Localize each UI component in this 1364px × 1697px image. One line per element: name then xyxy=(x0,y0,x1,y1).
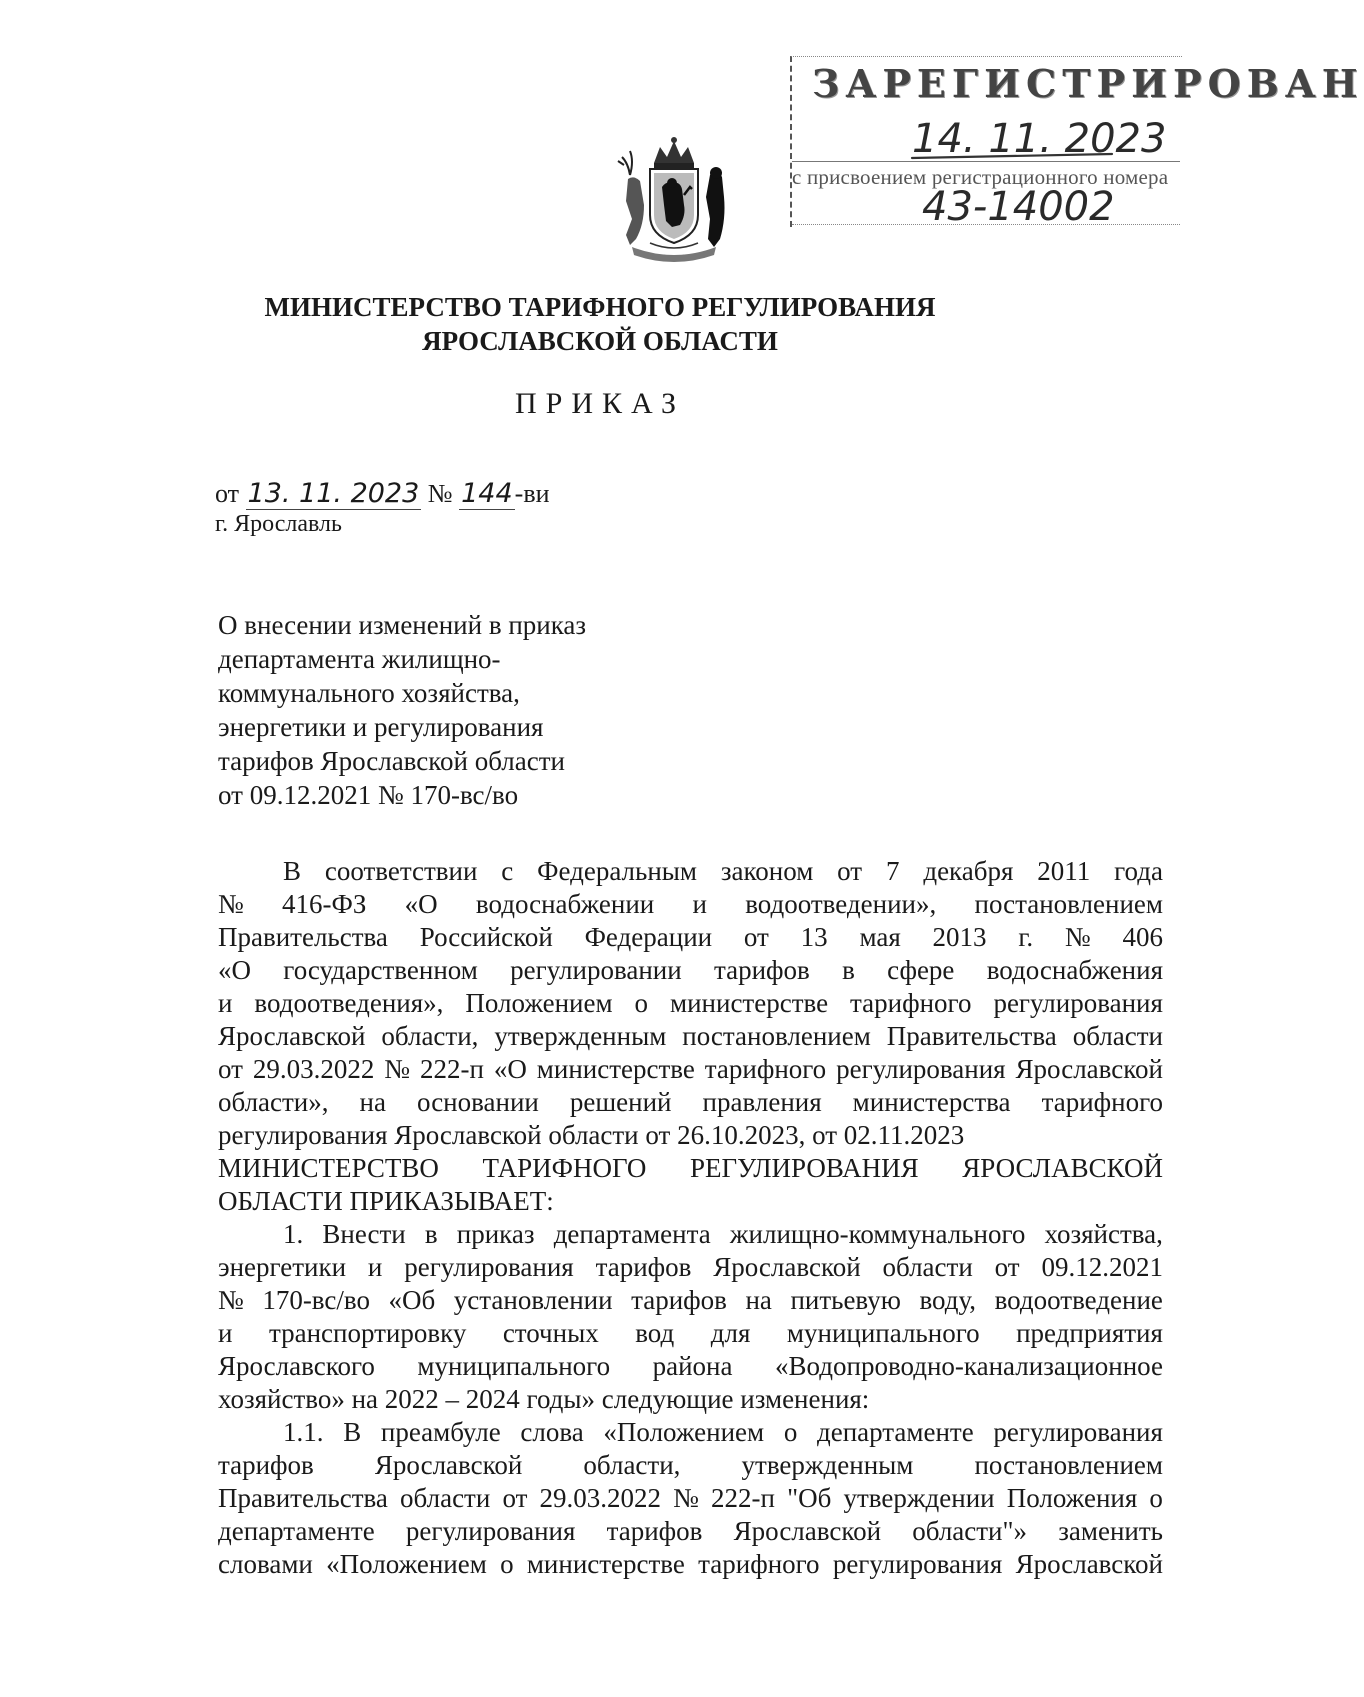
word: слова xyxy=(520,1417,584,1447)
stamp-bottom-divider xyxy=(792,224,1180,225)
word: Российской xyxy=(419,922,553,952)
word: «Положением xyxy=(603,1417,765,1447)
body-line xyxy=(218,1515,1163,1548)
word: сточных xyxy=(502,1318,599,1348)
word: департамента xyxy=(553,1219,711,1249)
word: в xyxy=(842,955,855,985)
word: преамбуле xyxy=(380,1417,501,1447)
word: декабря xyxy=(923,856,1014,886)
word: регулирования xyxy=(993,1417,1163,1447)
word: от xyxy=(218,1054,243,1084)
word: от xyxy=(743,922,769,952)
order-city: г. Ярославль xyxy=(215,511,342,537)
word: «О xyxy=(218,955,251,985)
word: в xyxy=(424,1219,438,1249)
word: и xyxy=(218,1318,233,1348)
word: тарифного xyxy=(704,1054,827,1084)
body-line xyxy=(218,1152,1163,1185)
word: Ярославского xyxy=(218,1351,375,1381)
coat-of-arms-icon xyxy=(610,135,738,265)
word: воду, xyxy=(919,1285,977,1315)
subject-line: департамента жилищно- xyxy=(218,644,501,674)
stamp-registered-label: ЗАРЕГИСТРИРОВАН xyxy=(812,61,1364,106)
word: 29.03.2022 xyxy=(252,1054,375,1084)
word: постановлением xyxy=(974,1450,1163,1480)
word: В xyxy=(283,856,302,886)
word: от xyxy=(994,1252,1020,1282)
word: области, xyxy=(381,1021,479,1051)
word: водоотведении», xyxy=(745,889,937,919)
word: водоснабжении xyxy=(475,889,655,919)
word: Правительства xyxy=(218,922,388,952)
word: Федерации xyxy=(584,922,713,952)
word: постановлением xyxy=(682,1021,871,1051)
word: года xyxy=(1114,856,1163,886)
word: «Об xyxy=(388,1285,436,1315)
word: «Водопроводно-канализационное xyxy=(775,1351,1163,1381)
word: «О xyxy=(493,1054,527,1084)
word: муниципального xyxy=(417,1351,611,1381)
word: ЯРОСЛАВСКОЙ xyxy=(962,1153,1163,1183)
word: утверждении xyxy=(843,1483,995,1513)
subject-line: О внесении изменений в приказ xyxy=(218,610,587,640)
word: 416-ФЗ xyxy=(282,889,367,919)
word: «Положением xyxy=(326,1549,487,1579)
word: приказ xyxy=(456,1219,535,1249)
word: «О xyxy=(404,889,438,919)
word: регулирования xyxy=(836,1054,1006,1084)
word: Ярославской xyxy=(218,1021,366,1051)
subject-line: энергетики и регулирования xyxy=(218,712,544,742)
word: 29.03.2022 xyxy=(539,1483,662,1513)
word: 1. xyxy=(283,1219,304,1249)
word: 406 xyxy=(1122,922,1163,952)
word: Правительства xyxy=(218,1483,388,1513)
body-line xyxy=(218,888,1163,921)
order-date-prefix: от xyxy=(215,479,240,508)
word: Федеральным xyxy=(537,856,698,886)
word: ТАРИФНОГО xyxy=(482,1153,647,1183)
word: 2011 xyxy=(1037,856,1091,886)
word: тарифов xyxy=(606,1516,703,1546)
word: области, xyxy=(583,1450,681,1480)
body-line: ОБЛАСТИ ПРИКАЗЫВАЕТ: xyxy=(218,1186,554,1216)
word: регулировании xyxy=(510,955,682,985)
word: министерства xyxy=(852,1087,1011,1117)
word: департаменте xyxy=(817,1417,974,1447)
word: 1.1. xyxy=(283,1417,324,1447)
word: № xyxy=(218,1285,244,1315)
word: министерстве xyxy=(536,1054,695,1084)
body-line xyxy=(218,1449,1163,1482)
word: предприятия xyxy=(1016,1318,1163,1348)
word: департаменте xyxy=(218,1516,375,1546)
word: тарифов xyxy=(218,1450,314,1480)
subject-line: тарифов Ярославской области xyxy=(218,746,565,776)
word: регулирования xyxy=(404,1252,574,1282)
word: на xyxy=(359,1087,386,1117)
word: водоотведения», xyxy=(254,988,444,1018)
body-line xyxy=(218,855,1163,888)
word: о xyxy=(634,988,649,1018)
word: постановлением xyxy=(974,889,1163,919)
word: установлении xyxy=(453,1285,613,1315)
document-type: ПРИКАЗ xyxy=(515,387,685,420)
word: № xyxy=(1064,922,1091,952)
word: правления xyxy=(702,1087,822,1117)
word: словами xyxy=(218,1549,313,1579)
word: основании xyxy=(417,1087,539,1117)
word: тарифного xyxy=(850,988,972,1018)
word: водоснабжения xyxy=(986,955,1163,985)
order-body xyxy=(218,855,1163,1581)
word: тарифов xyxy=(595,1252,692,1282)
ministry-title-line2: ЯРОСЛАВСКОЙ ОБЛАСТИ xyxy=(422,326,778,356)
order-date: 13. 11. 2023 xyxy=(247,478,420,509)
word: мая xyxy=(859,922,901,952)
word: водоотведение xyxy=(994,1285,1163,1315)
word: 13 xyxy=(800,922,828,952)
body-line xyxy=(218,987,1163,1020)
word: "Об xyxy=(787,1483,832,1513)
word: № xyxy=(218,889,244,919)
word: Ярославской xyxy=(374,1450,523,1480)
word: утвержденным xyxy=(741,1450,914,1480)
body-line xyxy=(218,1251,1163,1284)
body-line xyxy=(218,1482,1163,1515)
word: питьевую xyxy=(790,1285,901,1315)
word: области xyxy=(1072,1021,1163,1051)
word: области», xyxy=(218,1087,329,1117)
word: соответствии xyxy=(324,856,478,886)
word: области xyxy=(882,1252,973,1282)
word: Ярославской xyxy=(1015,1549,1163,1579)
word: от xyxy=(502,1483,528,1513)
word: от xyxy=(837,856,863,886)
body-line xyxy=(218,1548,1163,1581)
word: жилищно-коммунального xyxy=(729,1219,1026,1249)
word: 170-вс/во xyxy=(262,1285,370,1315)
word: 09.12.2021 xyxy=(1041,1252,1163,1282)
order-number-sign: № xyxy=(427,479,453,508)
word: Правительства xyxy=(886,1021,1057,1051)
word: энергетики xyxy=(218,1252,347,1282)
word: 7 xyxy=(885,856,900,886)
body-line xyxy=(218,1053,1163,1086)
ministry-title-line1: МИНИСТЕРСТВО ТАРИФНОГО РЕГУЛИРОВАНИЯ xyxy=(264,292,936,322)
word: с xyxy=(501,856,514,886)
word: Положением xyxy=(465,988,613,1018)
word: 222-п xyxy=(711,1483,775,1513)
word: В xyxy=(343,1417,362,1447)
word: и xyxy=(218,988,233,1018)
word: Ярославской xyxy=(733,1516,882,1546)
word: Ярославской xyxy=(1015,1054,1163,1084)
word: утвержденным xyxy=(494,1021,667,1051)
word: о xyxy=(783,1417,798,1447)
word: Положения xyxy=(1006,1483,1138,1513)
word: и xyxy=(692,889,707,919)
word: регулирования xyxy=(405,1516,576,1546)
word: на xyxy=(745,1285,772,1315)
body-line: хозяйство» на 2022 – 2024 годы» следующие изменения: xyxy=(218,1384,870,1414)
body-line xyxy=(218,1416,1163,1449)
body-line xyxy=(218,1218,1163,1251)
word: района xyxy=(652,1351,733,1381)
word: Ярославской xyxy=(713,1252,861,1282)
body-line xyxy=(218,954,1163,987)
svg-text:43-14002: 43-14002 xyxy=(922,184,1115,230)
word: МИНИСТЕРСТВО xyxy=(218,1153,439,1183)
body-line xyxy=(218,1317,1163,1350)
word: 2013 xyxy=(932,922,987,952)
word: 222-п xyxy=(419,1054,484,1084)
subject-line: от 09.12.2021 № 170-вс/во xyxy=(218,780,519,810)
stamp-divider xyxy=(792,161,1180,162)
body-line xyxy=(218,921,1163,954)
stamp-handwritten-date xyxy=(912,112,1167,162)
body-line xyxy=(218,1284,1163,1317)
order-number: 144 xyxy=(461,478,513,509)
word: о xyxy=(500,1549,514,1579)
body-line xyxy=(218,1020,1163,1053)
svg-text:14. 11. 2023: 14. 11. 2023 xyxy=(912,116,1167,162)
word: о xyxy=(1149,1483,1163,1513)
word: государственном xyxy=(283,955,478,985)
order-date-number xyxy=(215,478,550,509)
word: хозяйства, xyxy=(1044,1219,1163,1249)
word: вод xyxy=(635,1318,675,1348)
word: области xyxy=(400,1483,491,1513)
stamp-handwritten-number xyxy=(922,182,1172,230)
word: регулирования xyxy=(832,1549,1003,1579)
word: № xyxy=(384,1054,411,1084)
word: тарифов xyxy=(631,1285,727,1315)
word: Внести xyxy=(322,1219,406,1249)
word: регулирования xyxy=(993,988,1163,1018)
order-number-suffix: -ви xyxy=(514,479,550,508)
body-line xyxy=(218,1350,1163,1383)
word: транспортировку xyxy=(268,1318,467,1348)
word: № xyxy=(673,1483,699,1513)
word: для xyxy=(710,1318,751,1348)
body-line: регулирования Ярославской области от 26.10.2023, от 02.11.2023 xyxy=(218,1120,965,1150)
word: решений xyxy=(569,1087,672,1117)
word: г. xyxy=(1018,922,1034,952)
word: муниципального xyxy=(786,1318,980,1348)
registration-stamp xyxy=(790,56,1364,230)
word: министерстве xyxy=(526,1549,685,1579)
word: области"» xyxy=(912,1516,1028,1546)
word: заменить xyxy=(1058,1516,1163,1546)
word: тарифного xyxy=(1041,1087,1163,1117)
subject-line: коммунального хозяйства, xyxy=(218,678,520,708)
stamp-assigned-number-label: с присвоением регистрационного номера xyxy=(792,165,1169,189)
word: и xyxy=(367,1252,383,1282)
word: тарифного xyxy=(698,1549,820,1579)
word: тарифов xyxy=(713,955,810,985)
order-subject xyxy=(218,608,638,812)
word: РЕГУЛИРОВАНИЯ xyxy=(690,1153,919,1183)
word: министерстве xyxy=(670,988,829,1018)
body-line xyxy=(218,1086,1163,1119)
word: сфере xyxy=(887,955,955,985)
word: законом xyxy=(720,856,814,886)
